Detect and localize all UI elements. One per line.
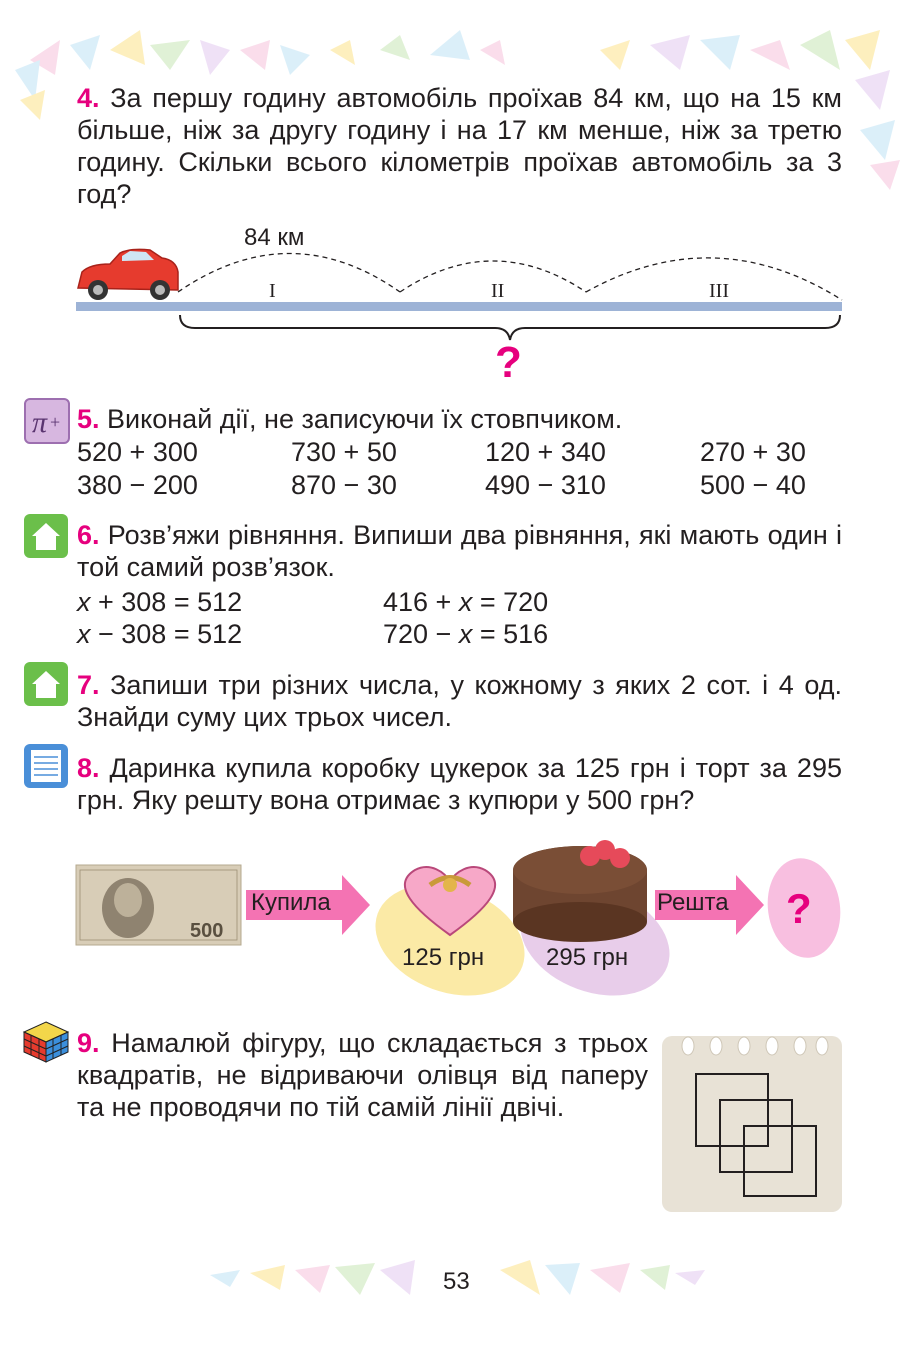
- task4-number: 4.: [77, 83, 100, 113]
- task9-number: 9.: [77, 1028, 100, 1058]
- equation-rest: − 308 = 512: [90, 619, 243, 649]
- task5-expr: 270 + 30: [700, 437, 806, 467]
- task7-text: [77, 669, 842, 733]
- task8-text: [77, 752, 842, 816]
- task5-expr: 520 + 300: [77, 437, 198, 467]
- task5-expr: 490 − 310: [485, 470, 606, 500]
- equation-pre: 720 −: [383, 619, 459, 649]
- task4-distance-diagram: [70, 220, 850, 390]
- candy-price: 125 грн: [402, 944, 485, 971]
- svg-text:+: +: [50, 412, 61, 432]
- arc-segment-1: [178, 254, 400, 293]
- segment-label-1: I: [269, 280, 276, 302]
- pi-icon: [24, 398, 70, 444]
- variable-x: x: [77, 619, 91, 649]
- variable-x: x: [77, 587, 91, 617]
- segment-label-3: III: [709, 280, 729, 302]
- task9-text: [77, 1027, 648, 1123]
- cake-price: 295 грн: [546, 944, 629, 971]
- task4-body: За першу годину автомобіль проїхав 84 км, що на 15 км більше, ніж за другу годину і на 17 км менше, ніж за третю годину. Скільки всього кілометрів проїхав автомобіль за 3 год?: [77, 83, 842, 209]
- task8-illustration: [70, 830, 850, 1005]
- equation-rest: + 308 = 512: [90, 587, 243, 617]
- task5-body: Виконай дії, не записуючи їх стовпчиком.: [107, 404, 623, 434]
- task7-body: Запиши три різних числа, у кожному з яких 2 сот. і 4 од. Знайди суму цих трьох чисел.: [77, 670, 842, 732]
- variable-x: x: [458, 587, 473, 617]
- task5-heading: [77, 403, 622, 435]
- task5-expr: 120 + 340: [485, 437, 606, 467]
- task5-expr: 380 − 200: [77, 470, 198, 500]
- notepad-three-squares-figure: [660, 1032, 844, 1214]
- change-label: Решта: [657, 889, 729, 916]
- task8-body: Даринка купила коробку цукерок за 125 грн і торт за 295 грн. Яку решту вона отримає з купюри у 500 грн?: [77, 753, 842, 815]
- task5-expr: 500 − 40: [700, 470, 806, 500]
- task5-expr: 870 − 30: [291, 470, 397, 500]
- car-icon: [78, 249, 178, 300]
- bought-label: Купила: [251, 889, 331, 916]
- equation: [77, 586, 242, 618]
- task7-number: 7.: [77, 670, 100, 700]
- banknote-value: 500: [190, 920, 224, 942]
- task9-body: Намалюй фігуру, що складається з трьох квадратів, не відриваючи олівця від паперу та не проводячи по тій самій лінії двічі.: [77, 1028, 648, 1122]
- equation-pre: 416 +: [383, 587, 459, 617]
- change-question-mark: ?: [786, 885, 812, 932]
- task5-number: 5.: [77, 404, 100, 434]
- chocolate-cake-icon: [513, 840, 647, 942]
- equation: [383, 586, 548, 618]
- total-brace: [180, 315, 840, 340]
- task6-text: [77, 519, 842, 583]
- equation-rest: = 516: [472, 619, 549, 649]
- task8-number: 8.: [77, 753, 100, 783]
- total-question-mark: ?: [495, 338, 522, 387]
- task4-text: [77, 82, 842, 210]
- rubiks-cube-icon: [22, 1020, 70, 1064]
- distance-label: 84 км: [244, 224, 305, 251]
- house-icon: [24, 662, 68, 706]
- svg-text:π: π: [32, 406, 48, 439]
- house-icon: [24, 514, 68, 558]
- notebook-icon: [24, 744, 68, 788]
- page-number: 53: [443, 1268, 470, 1295]
- task5-expr: 730 + 50: [291, 437, 397, 467]
- task6-body: Розв’яжи рівняння. Випиши два рівняння, які мають один і той самий розв’язок.: [77, 520, 842, 582]
- variable-x: x: [458, 619, 473, 649]
- equation: [77, 618, 242, 650]
- equation: [383, 618, 548, 650]
- equation-rest: = 720: [472, 587, 549, 617]
- road-line: [76, 302, 842, 311]
- task6-number: 6.: [77, 520, 100, 550]
- segment-label-2: II: [491, 280, 505, 302]
